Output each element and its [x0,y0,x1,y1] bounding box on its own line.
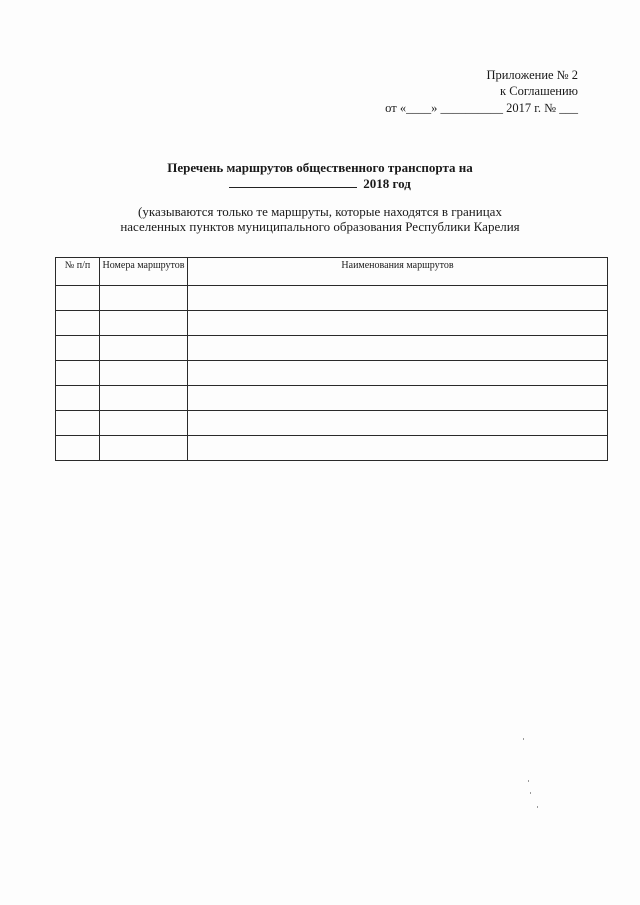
scope-note-line-2: населенных пунктов муниципального образования Республики Карелия [120,219,520,234]
cell-route-number [100,336,188,361]
cell-route-name [188,311,608,336]
cell-route-name [188,286,608,311]
document-title-year [0,176,640,192]
cell-route-name [188,361,608,386]
cell-number [56,286,100,311]
column-header-number: № п/п [56,258,100,286]
scan-speck [537,806,538,808]
cell-number [56,311,100,336]
cell-route-name [188,411,608,436]
scan-speck [523,738,524,740]
document-title: Перечень маршрутов общественного транспорта на [167,160,473,175]
cell-route-number [100,411,188,436]
cell-route-name [188,336,608,361]
agreement-date-line: от «____» __________ 2017 г. № ___ [385,101,578,115]
table-row [56,286,608,311]
cell-route-name [188,436,608,461]
cell-route-number [100,286,188,311]
scan-speck [530,792,531,794]
column-header-route-names: Наименования маршрутов [188,258,608,286]
cell-route-number [100,361,188,386]
cell-route-number [100,386,188,411]
table-row [56,361,608,386]
cell-number [56,336,100,361]
table-row [56,411,608,436]
table-row [56,311,608,336]
table-header-row [56,258,608,286]
year-blank-line [229,176,357,188]
cell-route-number [100,436,188,461]
year-label: 2018 год [363,176,411,191]
scope-note-line-1: (указываются только те маршруты, которые находятся в границах [138,204,502,219]
table-row [56,386,608,411]
agreement-reference: к Соглашению [500,84,578,98]
cell-route-name [188,386,608,411]
cell-number [56,436,100,461]
appendix-number: Приложение № 2 [486,68,578,82]
table-row [56,336,608,361]
cell-number [56,386,100,411]
column-header-route-numbers: Номера маршрутов [100,258,188,286]
cell-number [56,361,100,386]
routes-table [55,257,608,461]
cell-route-number [100,311,188,336]
cell-number [56,411,100,436]
table-row [56,436,608,461]
scan-speck [528,780,529,782]
